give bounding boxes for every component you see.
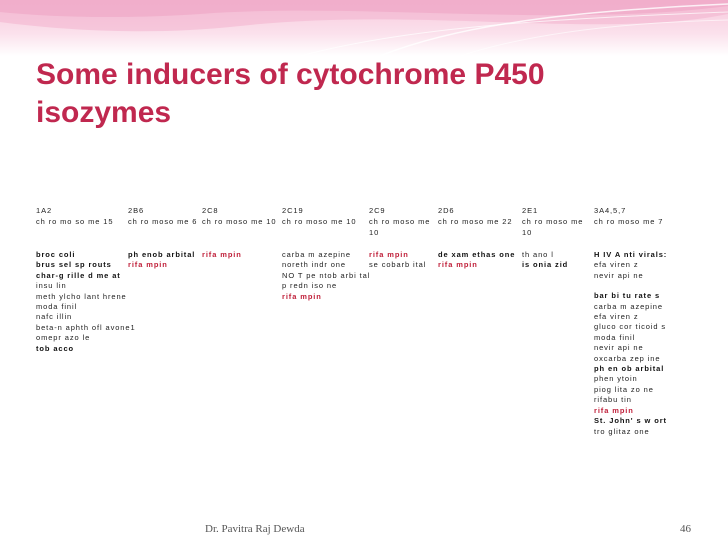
drug-item: nevir api ne	[594, 270, 644, 280]
drug-item: St. John' s w ort	[594, 416, 667, 426]
drug-list-cell	[282, 238, 369, 437]
chromosome-label: ch ro moso me 10	[202, 217, 277, 226]
drug-list-cell	[369, 238, 438, 437]
header-wave-decoration	[0, 0, 728, 56]
slide-title-line-2: isozymes	[36, 96, 172, 129]
chromosome-label: ch ro moso me 10	[369, 217, 431, 237]
inducers-table	[36, 205, 704, 437]
drug-item: se cobarb ital	[369, 260, 427, 270]
drug-list-cell	[594, 238, 704, 437]
drug-item: rifa mpin	[369, 250, 409, 259]
drug-item: tro glitaz one	[594, 426, 650, 436]
drug-item: th ano l	[522, 250, 554, 259]
drug-item: rifabu tin	[594, 395, 632, 405]
drug-list-cell	[202, 238, 282, 437]
slide-title	[36, 56, 696, 132]
column-header	[202, 205, 282, 238]
footer-author: Dr. Pavitra Raj Dewda	[205, 523, 305, 535]
drug-item: carba m azepine	[594, 301, 663, 311]
drug-item: omepr azo le	[36, 333, 91, 343]
drug-item: piog lita zo ne	[594, 384, 654, 394]
drug-list-cell	[36, 238, 136, 437]
drug-item: bar bi tu rate s	[594, 291, 661, 301]
drug-item: rifa mpin	[282, 291, 322, 301]
drug-item: rifa mpin	[202, 250, 242, 259]
drug-list-cell	[128, 238, 202, 437]
drug-item: broc coli	[36, 250, 76, 259]
drug-item: p redn iso ne	[282, 281, 338, 291]
drug-item: efa viren z	[594, 260, 639, 270]
drug-item: moda finil	[36, 302, 78, 312]
drug-list-cell	[438, 238, 522, 437]
drug-item: rifa mpin	[594, 405, 634, 415]
drug-item: insu lin	[36, 281, 67, 291]
drug-item: de xam ethas one	[438, 250, 516, 259]
drug-item: oxcarba zep ine	[594, 353, 661, 363]
column-header	[369, 205, 438, 238]
slide-title-line-1: Some inducers of cytochrome P450	[36, 58, 545, 91]
page-number: 46	[680, 523, 691, 535]
drug-item: ph enob arbital	[128, 250, 196, 259]
chromosome-label: ch ro moso me 22	[438, 217, 513, 226]
drug-item: carba m azepine	[282, 250, 351, 259]
drug-item: beta-n aphth ofl avone1	[36, 322, 136, 332]
isozyme-id: 1A2	[36, 206, 53, 215]
isozyme-id: 2D6	[438, 206, 455, 215]
chromosome-label: ch ro moso me 6	[128, 217, 198, 226]
drug-item: rifa mpin	[128, 260, 168, 270]
column-header	[522, 205, 594, 238]
chromosome-label: ch ro mo so me 15	[36, 217, 114, 226]
drug-item: meth ylcho lant hrene	[36, 291, 127, 301]
drug-item: is onia zid	[522, 260, 569, 270]
drug-list-cell	[522, 238, 594, 437]
column-header	[36, 205, 128, 238]
drug-item: phen ytoin	[594, 374, 638, 384]
drug-item: NO T pe ntob arbi tal	[282, 270, 371, 280]
drug-item: ph en ob arbital	[594, 364, 665, 374]
isozyme-id: 2C9	[369, 206, 386, 215]
chromosome-label: ch ro moso me 10	[522, 217, 584, 237]
isozyme-id: 2E1	[522, 206, 539, 215]
isozyme-id: 2C8	[202, 206, 219, 215]
column-header	[128, 205, 202, 238]
column-header	[282, 205, 369, 238]
drug-item: tob acco	[36, 343, 75, 353]
drug-item: nafc illin	[36, 312, 73, 322]
isozyme-id: 2C19	[282, 206, 304, 215]
column-header	[438, 205, 522, 238]
drug-item: H IV A nti virals:	[594, 250, 668, 259]
drug-item: noreth indr one	[282, 260, 346, 270]
drug-item: nevir api ne	[594, 343, 644, 353]
isozyme-id: 2B6	[128, 206, 145, 215]
column-header	[594, 205, 704, 238]
table-header-row	[36, 205, 704, 238]
chromosome-label: ch ro moso me 10	[282, 217, 357, 226]
drug-item: efa viren z	[594, 312, 639, 322]
header-band	[0, 0, 728, 56]
isozyme-id: 3A4,5,7	[594, 206, 627, 215]
chromosome-label: ch ro moso me 7	[594, 217, 664, 226]
drug-item: rifa mpin	[438, 260, 478, 270]
drug-item: char-g rille d me at	[36, 270, 121, 280]
table-body-row	[36, 238, 704, 437]
drug-item: moda finil	[594, 332, 636, 342]
drug-item: brus sel sp routs	[36, 260, 112, 270]
drug-item: gluco cor ticoid s	[594, 322, 667, 332]
